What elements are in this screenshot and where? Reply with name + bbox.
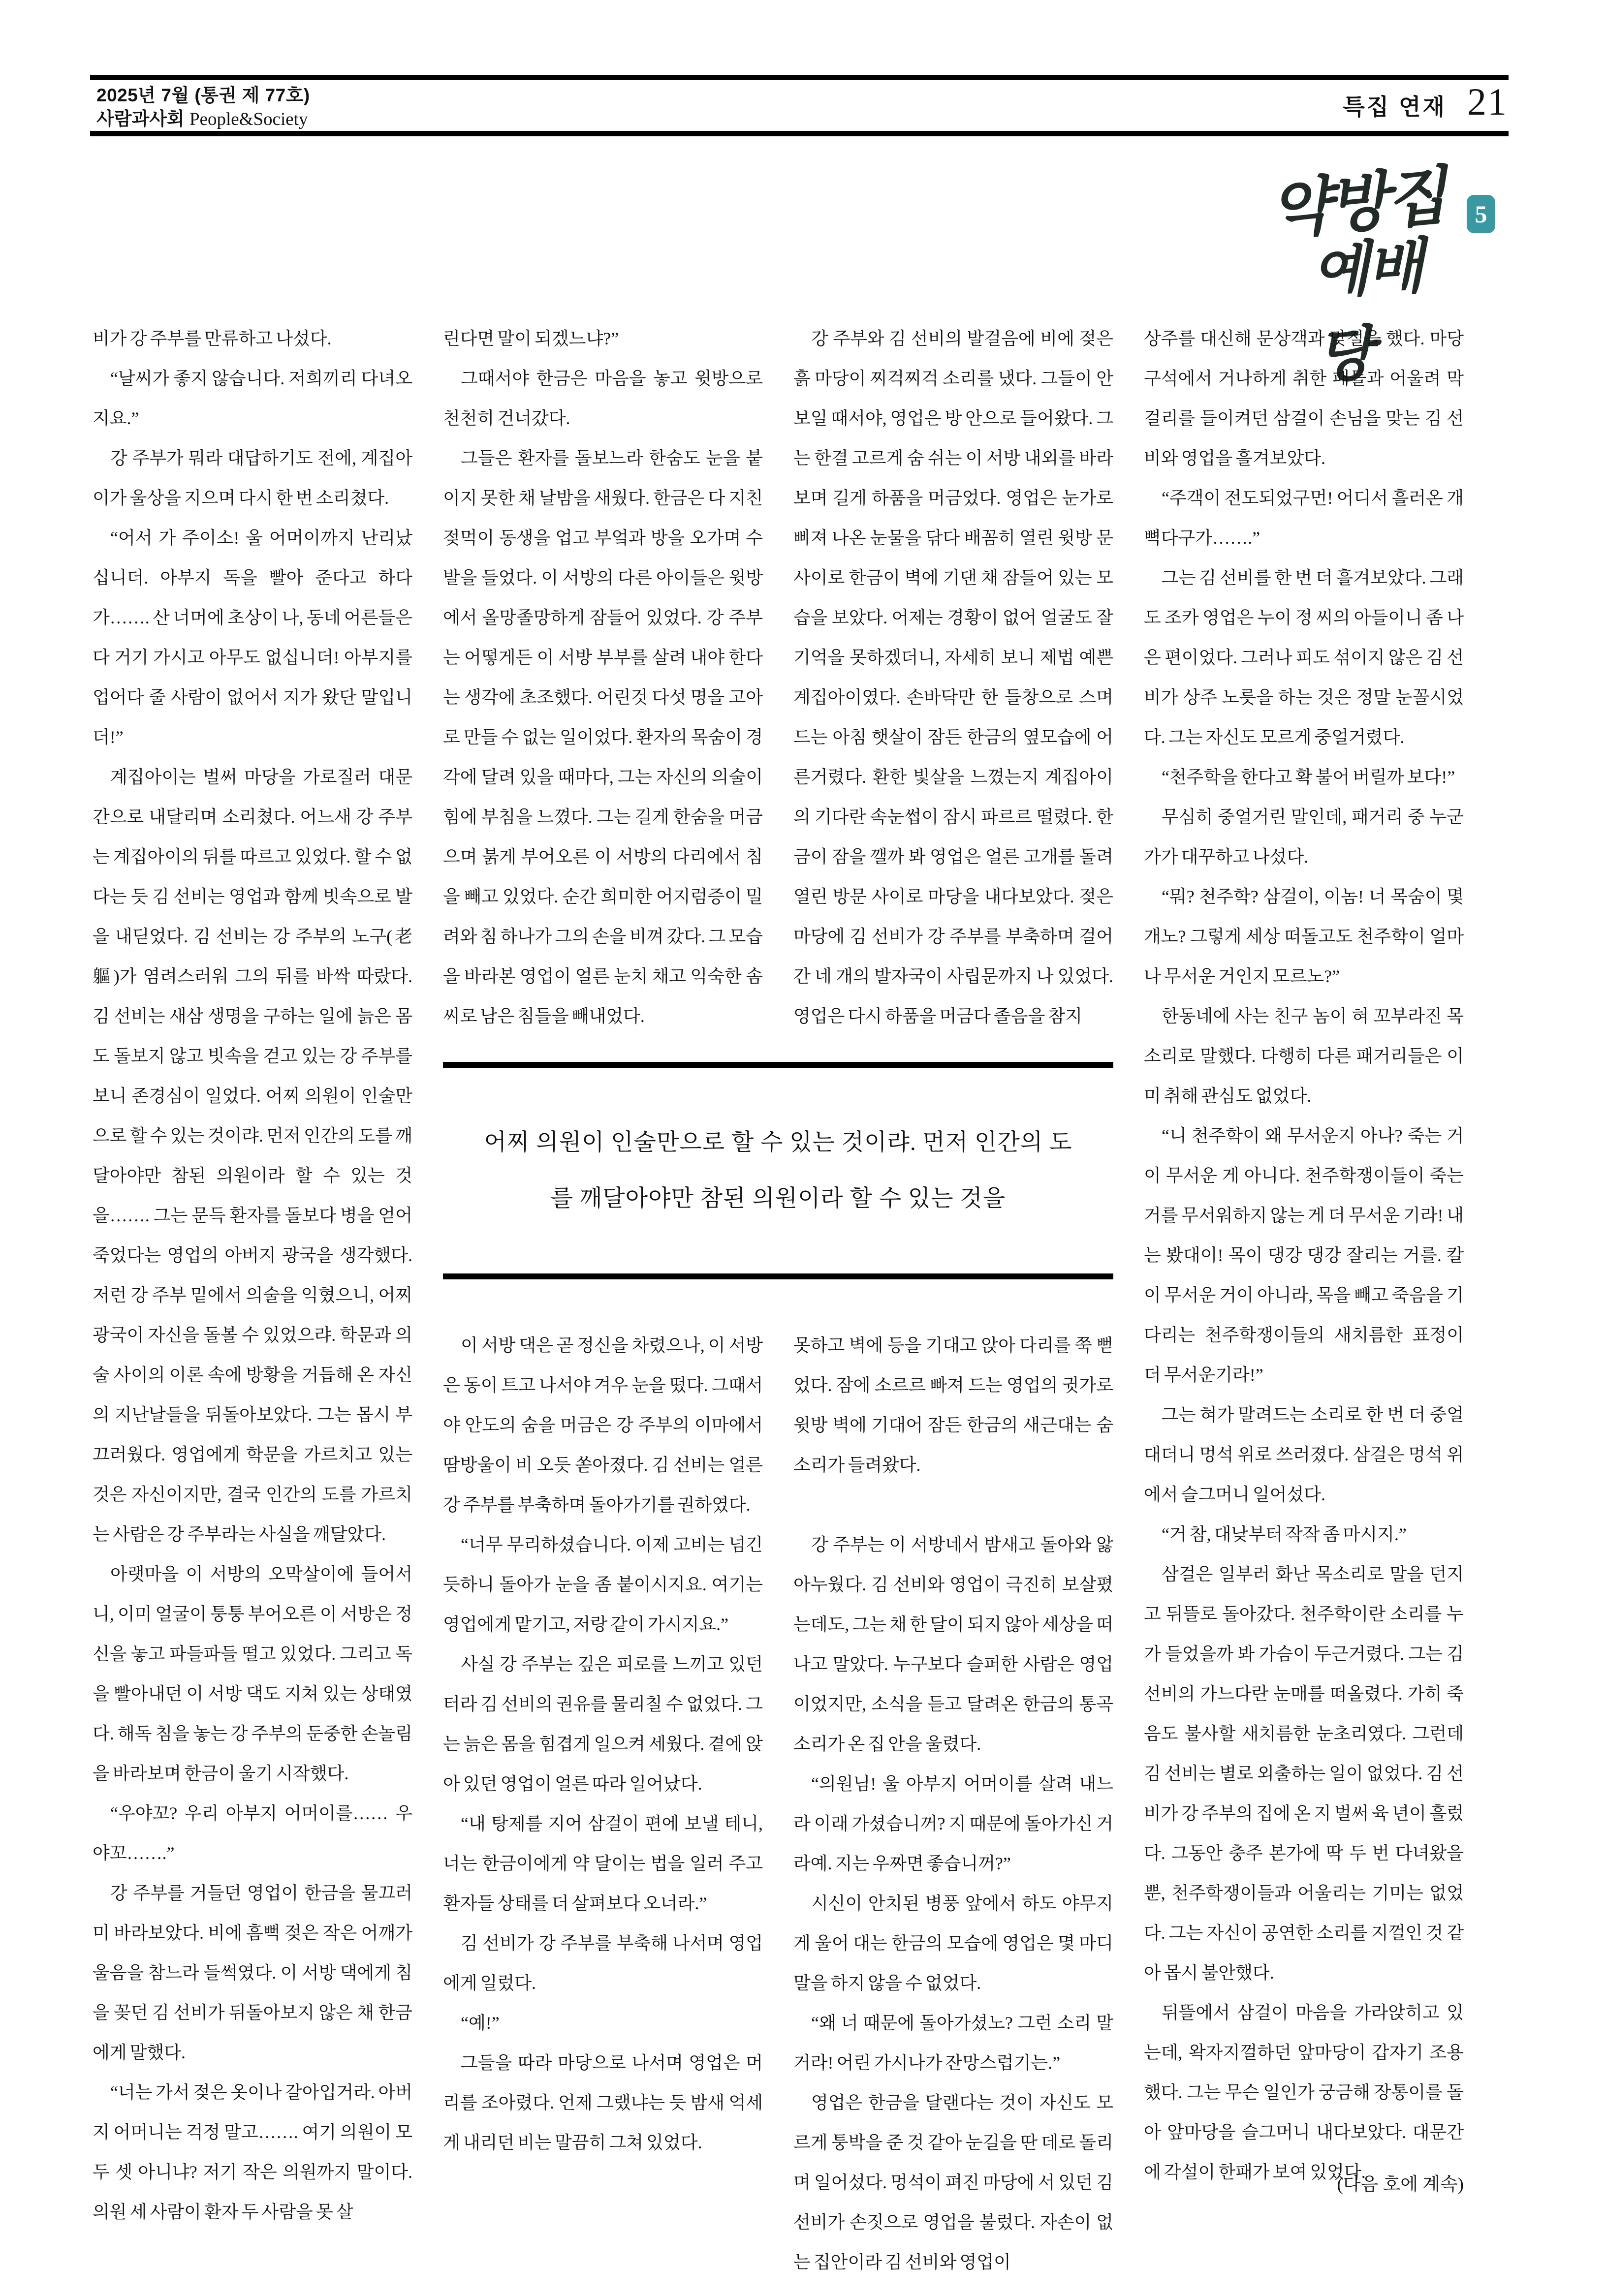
pull-quote-text: 어찌 의원이 인술만으로 할 수 있는 것이랴. 먼저 인간의 도를 깨달아야만 참된 의원이라 할 수 있는 것을 (484, 1130, 1072, 1211)
text-column-4: 상주를 대신해 문상객과 맞절을 했다. 마당 구석에서 거나하게 취한 패들과 어울려 막걸리를 들이켜던 삼걸이 손님을 맞는 김 선비와 영업을 흘겨보았다. “주객이 전도되었구먼! 어디서 흘러온 개 뼉다구가…….” 그는 김 선비를 한 번 더 흘겨보았다. 그래도 조카 영업은 누이 정 씨의 아들이니 좀 나은 편이었다. 그러나 피도 섞이지 않은 김 선비가 상주 노릇을 하는 것은 정말 눈꼴시었다. 그는 자신도 모르게 중얼거렸다. “천주학을 한다고 확 불어 버릴까 보다!” 무심히 중얼거린 말인데, 패거리 중 누군가가 대꾸하고 나섰다. “뭐? 천주학? 삼걸이, 이놈! 너 목숨이 몇 개노? 그렇게 세상 떠돌고도 천주학이 얼마나 무서운 거인지 모르노?” 한동네에 사는 친구 놈이 혀 꼬부라진 목소리로 말했다. 다행히 다른 패거리들은 이미 취해 관심도 없었다. “니 천주학이 왜 무서운지 아나? 죽는 거이 무서운 게 아니다. 천주학쟁이들이 죽는 거를 무서워하지 않는 게 더 무서운 기라! 내는 봤대이! 목이 댕강 댕강 잘리는 거를. 칼이 무서운 거이 아니라, 목을 빼고 죽음을 기다리는 천주학쟁이들의 새치름한 표정이 더 무서운기라!” 그는 혀가 말려드는 소리로 한 번 더 중얼대더니 멍석 위로 쓰러졌다. 삼걸은 멍석 위에서 슬그머니 일어섰다. “거 참, 대낮부터 작작 좀 마시지.” 삼걸은 일부러 화난 목소리로 말을 던지고 뒤뜰로 돌아갔다. 천주학이란 소리를 누가 들었을까 봐 가슴이 두근거렸다. 그는 김 선비의 가느다란 눈매를 떠올렸다. 가히 죽음도 불사할 새치름한 눈초리였다. 그런데 김 선비는 별로 외출하는 일이 없었다. 김 선비가 강 주부의 집에 온 지 벌써 육 년이 흘렀다. 그동안 충주 본가에 딱 두 번 다녀왔을 뿐, 천주학쟁이들과 어울리는 기미는 없었다. 그는 자신이 공연한 소리를 지껄인 것 같아 몹시 불안했다. 뒤뜰에서 삼걸이 마음을 가라앉히고 있는데, 왁자지껄하던 앞마당이 갑자기 조용했다. 그는 무슨 일인가 궁금해 장통이를 돌아 앞마당을 슬그머니 내다보았다. 대문간에 각설이 한패가 보여 있었다. (1144, 329, 1464, 2182)
text-column-2-top: 린다면 말이 되겠느냐?” 그때서야 한금은 마음을 놓고 윗방으로 천천히 건너갔다. 그들은 환자를 돌보느라 한숨도 눈을 붙이지 못한 채 날밤을 새웠다. 한금은 다 지친 젖먹이 동생을 업고 부엌과 방을 오가며 수발을 들었다. 이 서방의 다른 아이들은 윗방에서 올망졸망하게 잠들어 있었다. 강 주부는 어떻게든 이 서방 부부를 살려 내야 한다는 생각에 초조했다. 어린것 다섯 명을 고아로 만들 수 없는 일이었다. 환자의 목숨이 경각에 달려 있을 때마다, 그는 자신의 의술이 힘에 부침을 느꼈다. 그는 길게 한숨을 머금으며 붉게 부어오른 이 서방의 다리에서 침을 빼고 있었다. 순간 희미한 어지럼증이 밀려와 침 하나가 그의 손을 비껴 갔다. 그 모습을 바라본 영업이 얼른 눈치 채고 익숙한 솜씨로 남은 침들을 빼내었다. (443, 329, 763, 1026)
magazine-name-en: People&Society (189, 109, 308, 129)
to-be-continued: (다음 호에 계속) (1337, 2174, 1464, 2195)
header-bottom-rule (90, 131, 1509, 136)
episode-number-badge: 5 (1467, 195, 1495, 233)
header-top-rule (90, 75, 1509, 80)
pull-quote-bottom-rule (443, 1273, 1113, 1279)
text-column-2-bottom: 이 서방 댁은 곧 정신을 차렸으나, 이 서방은 동이 트고 나서야 겨우 눈을 떴다. 그때서야 안도의 숨을 머금은 강 주부의 이마에서 땀방울이 비 오듯 쏟아졌다. 김 선비는 얼른 강 주부를 부축하며 돌아가기를 권하였다. “너무 무리하셨습니다. 이제 고비는 넘긴 듯하니 돌아가 눈을 좀 붙이시지요. 여기는 영업에게 맡기고, 저랑 같이 가시지요.” 사실 강 주부는 깊은 피로를 느끼고 있던 터라 김 선비의 권유를 물리칠 수 없었다. 그는 늙은 몸을 힘겹게 일으켜 세웠다. 곁에 앉아 있던 영업이 얼른 따라 일어났다. “내 탕제를 지어 삼걸이 편에 보낼 테니, 너는 한금이에게 약 달이는 법을 일러 주고 환자들 상태를 더 살펴보다 오너라.” 김 선비가 강 주부를 부축해 나서며 영업에게 일렀다. “예!” 그들을 따라 마당으로 나서며 영업은 머리를 조아렸다. 언제 그랬냐는 듯 밤새 억세게 내리던 비는 말끔히 그쳐 있었다. (443, 1335, 763, 2152)
series-title-line2: 예배당 (1310, 233, 1423, 390)
magazine-name (96, 107, 687, 131)
text-column-3-top: 강 주부와 김 선비의 발걸음에 비에 젖은 흙 마당이 찌걱찌걱 소리를 냈다. 그들이 안 보일 때서야, 영업은 방 안으로 들어왔다. 그는 한결 고르게 숨 쉬는 이 서방 내외를 바라보며 길게 하품을 머금었다. 영업은 눈가로 삐져 나온 눈물을 닦다 배꼼히 열린 윗방 문 사이로 한금이 벽에 기댄 채 잠들어 있는 모습을 보았다. 어제는 경황이 없어 얼굴도 잘 기억을 못하겠더니, 자세히 보니 제법 예쁜 계집아이였다. 손바닥만 한 들창으로 스며드는 아침 햇살이 잠든 한금의 옆모습에 어른거렸다. 환한 빛살을 느꼈는지 계집아이의 기다란 속눈썹이 잠시 파르르 떨렸다. 한금이 잠을 깰까 봐 영업은 얼른 고개를 돌려 열린 방문 사이로 마당을 내다보았다. 젖은 마당에 김 선비가 강 주부를 부축하며 걸어간 네 개의 발자국이 사립문까지 나 있었다. 영업은 다시 하품을 머금다 졸음을 참지 (793, 329, 1113, 1026)
issue-line: 2025년 7월 (통권 제 77호) (96, 85, 310, 105)
series-title-line1: 약방집 (1267, 161, 1447, 247)
series-logo-calligraphy (1240, 148, 1472, 390)
pull-quote-top-rule (443, 1062, 1113, 1068)
header-right (1343, 80, 1508, 124)
page-number: 21 (1467, 80, 1508, 123)
text-column-1: 비가 강 주부를 만류하고 나섰다. “날씨가 좋지 않습니다. 저희끼리 다녀오지요.” 강 주부가 뭐라 대답하기도 전에, 계집아이가 울상을 지으며 다시 한 번 소리쳤다. “어서 가 주이소! 울 어머이까지 난리났십니더. 아부지 독을 빨아 준다고 하다가……. 산 너머에 초상이 나, 동네 어른들은 다 거기 가시고 아무도 없십니더! 아부지를 업어다 줄 사람이 없어서 지가 왔단 말입니더!” 계집아이는 벌써 마당을 가로질러 대문간으로 내달리며 소리쳤다. 어느새 강 주부는 계집아이의 뒤를 따르고 있었다. 할 수 없다는 듯 김 선비는 영업과 함께 빗속으로 발을 내딛었다. 김 선비는 강 주부의 노구(老軀)가 염려스러워 그의 뒤를 바싹 따랐다. 김 선비는 새삼 생명을 구하는 일에 늙은 몸도 돌보지 않고 빗속을 걷고 있는 강 주부를 보니 존경심이 일었다. 어찌 의원이 인술만으로 할 수 있는 것이랴. 먼저 인간의 도를 깨달아야만 참된 의원이라 할 수 있는 것을……. 그는 문득 환자를 돌보다 병을 얻어 죽었다는 영업의 아버지 광국을 생각했다. 저런 강 주부 밑에서 의술을 익혔으니, 어찌 광국이 자신을 돌볼 수 있었으랴. 학문과 의술 사이의 이론 속에 방황을 거듭해 온 자신의 지난날들을 뒤돌아보았다. 그는 몹시 부끄러웠다. 영업에게 학문을 가르치고 있는 것은 자신이지만, 결국 인간의 도를 가르치는 사람은 강 주부라는 사실을 깨달았다. 아랫마을 이 서방의 오막살이에 들어서니, 이미 얼굴이 퉁퉁 부어오른 이 서방은 정신을 놓고 파들파들 떨고 있었다. 그리고 독을 빨아내던 이 서방 댁도 지쳐 있는 상태였다. 해독 침을 놓는 강 주부의 둔중한 손놀림을 바라보며 한금이 울기 시작했다. “우야꼬? 우리 아부지 어머이를…… 우야꼬…….” 강 주부를 거들던 영업이 한금을 물끄러미 바라보았다. 비에 흠뻑 젖은 작은 어깨가 울음을 참느라 들썩였다. 이 서방 댁에게 침을 꽂던 김 선비가 뒤돌아보지 않은 채 한금에게 말했다. “너는 가서 젖은 옷이나 갈아입거라. 아버지 어머니는 걱정 말고……. 여기 의원이 모두 셋 아니냐? 저기 작은 의원까지 말이다. 의원 세 사람이 환자 두 사람을 못 살 (93, 329, 412, 2222)
text-column-3-bottom: 못하고 벽에 등을 기대고 앉아 다리를 쭉 뻗었다. 잠에 소르르 빠져 드는 영업의 귓가로 윗방 벽에 기대어 잠든 한금의 새근대는 숨소리가 들려왔다. 강 주부는 이 서방네서 밤새고 돌아와 앓아누웠다. 김 선비와 영업이 극진히 보살폈는데도, 그는 채 한 달이 되지 않아 세상을 떠나고 말았다. 누구보다 슬퍼한 사람은 영업이었지만, 소식을 듣고 달려온 한금의 통곡 소리가 온 집 안을 울렸다. “의원님! 울 아부지 어머이를 살려 내느라 이래 가셨습니꺼? 지 때문에 돌아가신 거라예. 지는 우짜면 좋습니꺼?” 시신이 안치된 병풍 앞에서 하도 야무지게 울어 대는 한금의 모습에 영업은 몇 마디 말을 하지 않을 수 없었다. “왜 너 때문에 돌아가셨노? 그런 소리 말거라! 어린 가시나가 잔망스럽기는.” 영업은 한금을 달랜다는 것이 자신도 모르게 퉁박을 준 것 같아 눈길을 딴 데로 돌리며 일어섰다. 멍석이 펴진 마당에 서 있던 김 선비가 손짓으로 영업을 불렀다. 자손이 없는 집안이라 김 선비와 영업이 (793, 1335, 1113, 2272)
section-label: 특집 연재 (1343, 94, 1447, 120)
masthead (96, 84, 687, 131)
magazine-name-kr: 사람과사회 (96, 109, 185, 129)
pull-quote (443, 1062, 1113, 1279)
